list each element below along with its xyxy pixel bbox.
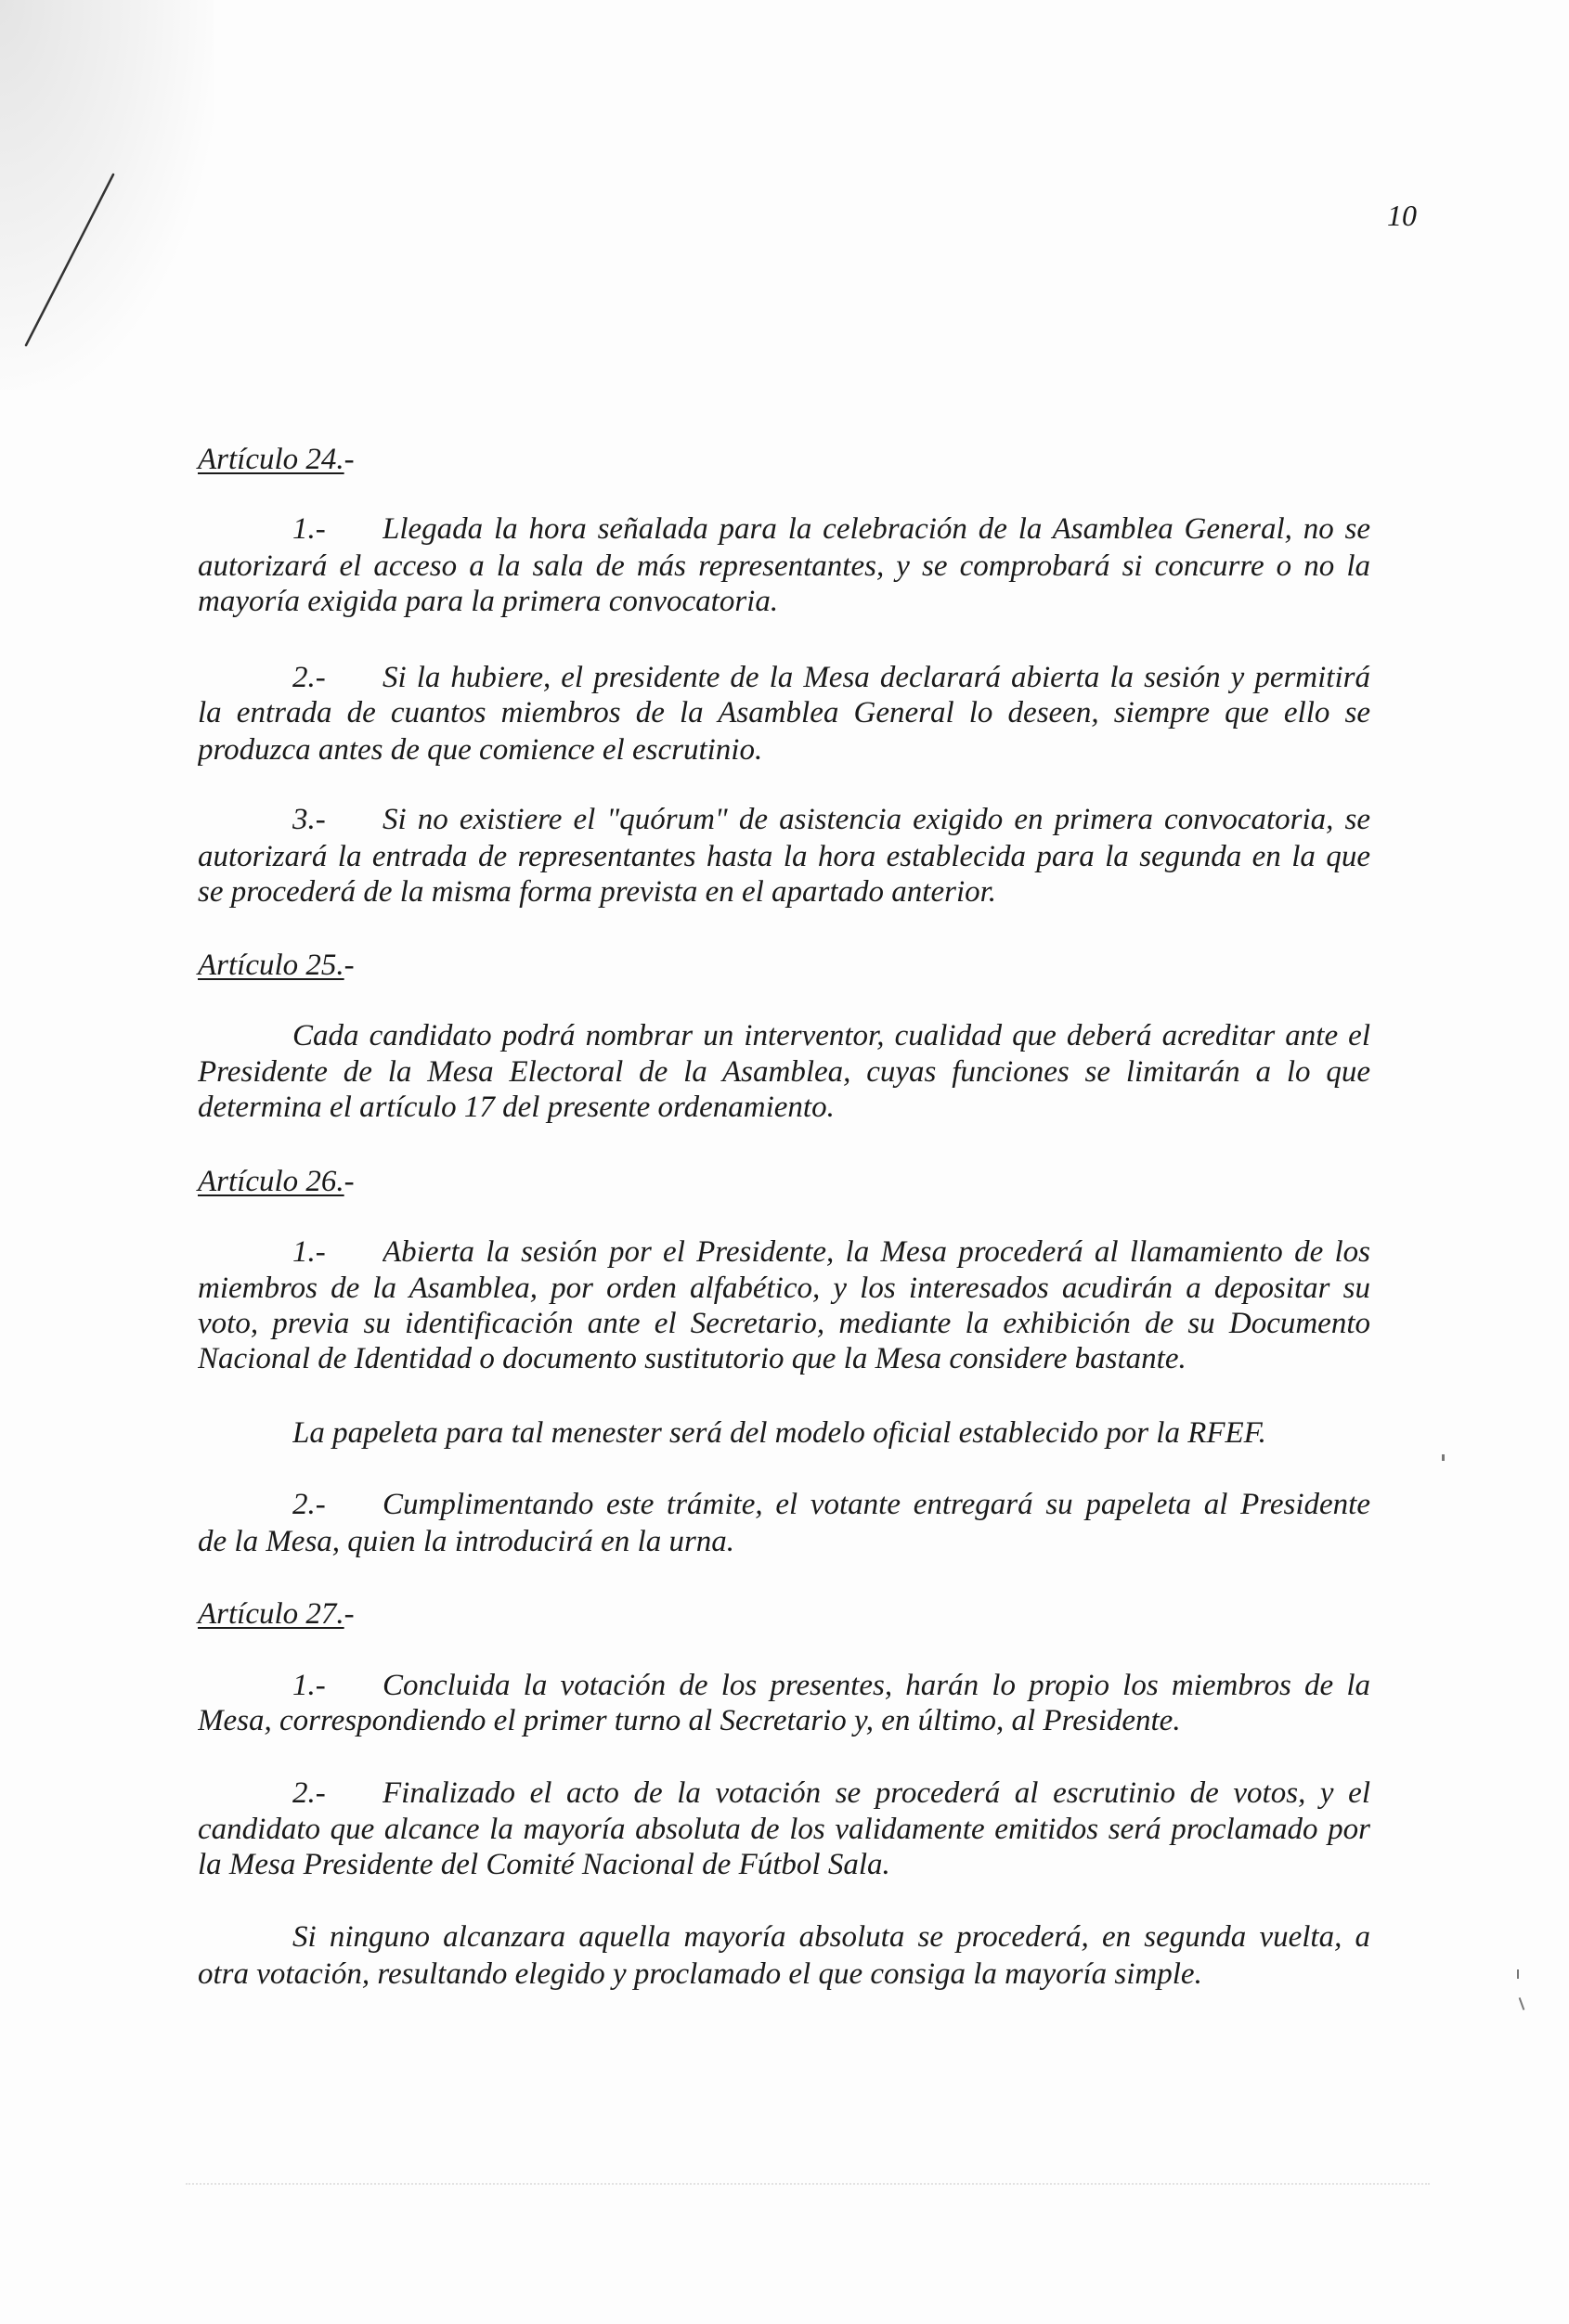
scan-speck [1442, 1454, 1445, 1461]
article-heading [198, 1595, 355, 1633]
paragraph-line: la entrada de cuantos miembros de la Asamblea General lo deseen, siempre que ello se [198, 696, 1370, 729]
scan-artifact-line [186, 2183, 1430, 2185]
paragraph-number: 1.- [292, 1669, 326, 1702]
paragraph-line: voto, previa su identificación ante el Secretario, mediante la exhibición de su Documento [198, 1307, 1370, 1340]
paragraph-number: 2.- [292, 661, 326, 694]
article-heading-suffix: - [344, 949, 355, 982]
paragraph-line: de la Mesa, quien la introducirá en la urna. [198, 1525, 735, 1558]
article-heading [198, 1163, 355, 1200]
paragraph-line: la Mesa Presidente del Comité Nacional de Fútbol Sala. [198, 1848, 890, 1881]
paragraph-line: Finalizado el acto de la votación se procederá al escrutinio de votos, y el [383, 1776, 1370, 1810]
paragraph-line: autorizará el acceso a la sala de más representantes, y se comprobará si concurre o no la [198, 549, 1370, 583]
paragraph-number: 2.- [292, 1488, 326, 1521]
paragraph-line: Cumplimentando este trámite, el votante entregará su papeleta al Presidente [383, 1488, 1370, 1521]
article-heading-title: Artículo 26. [198, 1165, 344, 1198]
article-heading-suffix: - [344, 1165, 355, 1198]
paragraph-line: Abierta la sesión por el Presidente, la Mesa procederá al llamamiento de los [383, 1235, 1370, 1269]
paragraph-number: 2.- [292, 1776, 326, 1810]
paragraph-line: determina el artículo 17 del presente ordenamiento. [198, 1091, 835, 1124]
paragraph-line: Cada candidato podrá nombrar un interventor, cualidad que deberá acreditar ante el [292, 1019, 1370, 1052]
article-heading-title: Artículo 27. [198, 1597, 344, 1631]
paragraph-line: autorizará la entrada de representantes hasta la hora establecida para la segunda en la que [198, 840, 1370, 873]
paragraph-line: miembros de la Asamblea, por orden alfabético, y los interesados acudirán a depositar su [198, 1272, 1370, 1305]
paragraph-line: mayoría exigida para la primera convocatoria. [198, 585, 779, 618]
paragraph-line: Presidente de la Mesa Electoral de la Asamblea, cuyas funciones se limitarán a lo que [198, 1055, 1370, 1089]
scan-speck [1519, 1997, 1525, 2010]
paragraph-line: produzca antes de que comience el escrutinio. [198, 733, 763, 767]
article-heading [198, 947, 355, 984]
paragraph-number: 1.- [292, 1235, 326, 1269]
paragraph-line: Si la hubiere, el presidente de la Mesa declarará abierta la sesión y permitirá [383, 661, 1370, 694]
paragraph-line: La papeleta para tal menester será del modelo oficial establecido por la RFEF. [292, 1416, 1266, 1450]
paragraph-line: Concluida la votación de los presentes, harán lo propio los miembros de la [383, 1669, 1370, 1702]
paragraph-number: 3.- [292, 803, 326, 836]
paragraph-number: 1.- [292, 512, 326, 546]
page-number: 10 [1387, 199, 1417, 232]
article-heading-title: Artículo 25. [198, 949, 344, 982]
pen-stroke-mark [0, 0, 186, 390]
paragraph-line: Si ninguno alcanzara aquella mayoría absoluta se procederá, en segunda vuelta, a [292, 1920, 1370, 1954]
article-heading-title: Artículo 24. [198, 443, 344, 476]
paragraph-line: candidato que alcance la mayoría absoluta de los validamente emitidos será proclamado por [198, 1813, 1370, 1846]
paragraph-line: Nacional de Identidad o documento sustitutorio que la Mesa considere bastante. [198, 1342, 1186, 1375]
paragraph-line: se procederá de la misma forma prevista en el apartado anterior. [198, 875, 997, 909]
paragraph-line: Mesa, correspondiendo el primer turno al Secretario y, en último, al Presidente. [198, 1704, 1181, 1737]
paragraph-line: otra votación, resultando elegido y proclamado el que consiga la mayoría simple. [198, 1957, 1202, 1991]
article-heading [198, 441, 355, 478]
paragraph-line: Llegada la hora señalada para la celebración de la Asamblea General, no se [383, 512, 1370, 546]
article-heading-suffix: - [344, 443, 355, 476]
paragraph-line: Si no existiere el "quórum" de asistencia exigido en primera convocatoria, se [383, 803, 1370, 836]
article-heading-suffix: - [344, 1597, 355, 1631]
scan-speck [1517, 1969, 1519, 1979]
